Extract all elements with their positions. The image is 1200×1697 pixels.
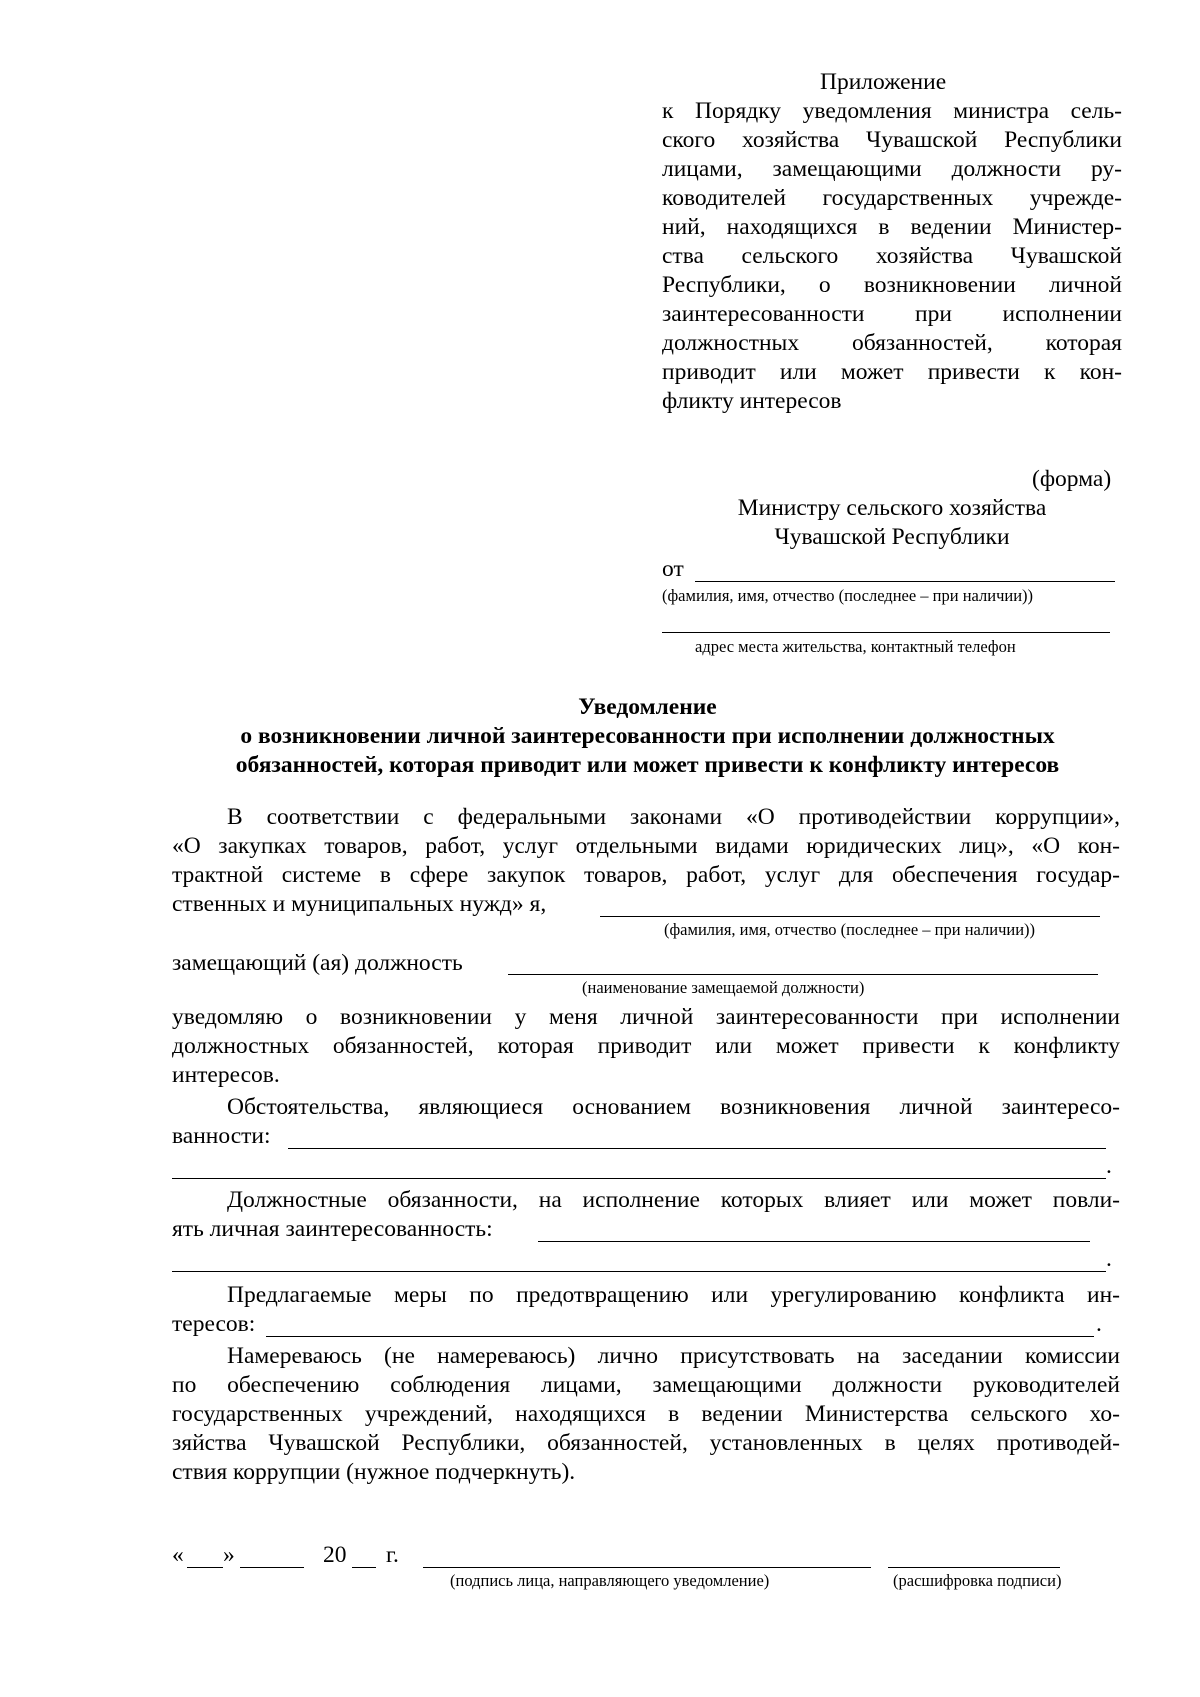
date-month-field[interactable] (240, 1567, 304, 1568)
paragraph-line: уведомляю о возникновении у меня личной заинтересованности при исполнении (172, 1004, 1120, 1030)
circumstances-label: ванности: (172, 1123, 271, 1149)
signature-hint: (подпись лица, направляющего уведомление) (450, 1571, 770, 1590)
appendix-line: лицами, замещающими должности ру- (662, 156, 1122, 182)
sender-name-field[interactable] (695, 581, 1115, 582)
appendix-line: заинтересованности при исполнении (662, 301, 1122, 327)
appendix-line: к Порядку уведомления министра сель- (662, 98, 1122, 124)
period: . (1096, 1311, 1102, 1337)
appendix-line: должностных обязанностей, которая (662, 330, 1122, 356)
sender-address-field[interactable] (662, 632, 1110, 633)
measures-field[interactable] (266, 1336, 1094, 1337)
appendix-line: ства сельского хозяйства Чувашской (662, 243, 1122, 269)
notice-subtitle-line2: обязанностей, которая приводит или может привести к конфликту интересов (235, 752, 1060, 778)
paragraph-line: Намереваюсь (не намереваюсь) лично присутствовать на заседании комиссии (227, 1343, 1120, 1369)
duties-label: ять личная заинтересованность: (172, 1216, 493, 1242)
paragraph-line: зяйства Чувашской Республики, обязанностей, установленных в целях противодей- (172, 1430, 1120, 1456)
date-year-suffix: г. (386, 1542, 399, 1568)
duties-field-line2[interactable] (172, 1271, 1106, 1272)
sender-address-hint: адрес места жительства, контактный телефон (695, 637, 1016, 656)
circumstances-field-line2[interactable] (172, 1178, 1106, 1179)
quote-open: « (172, 1542, 184, 1568)
paragraph-line: В соответствии с федеральными законами «О противодействии коррупции», (227, 804, 1120, 830)
notice-title: Уведомление (578, 694, 717, 720)
quote-close: » (223, 1542, 235, 1568)
sender-name-hint: (фамилия, имя, отчество (последнее – при наличии)) (662, 586, 1034, 605)
paragraph-line: Обстоятельства, являющиеся основанием возникновения личной заинтересо- (227, 1094, 1120, 1120)
notice-subtitle-line1: о возникновении личной заинтересованности при исполнении должностных (240, 723, 1055, 749)
date-year-field[interactable] (352, 1567, 376, 1568)
applicant-name-field[interactable] (600, 916, 1100, 917)
paragraph-line: ствия коррупции (нужное подчеркнуть). (172, 1459, 576, 1485)
measures-label: тересов: (172, 1311, 256, 1337)
period: . (1106, 1246, 1112, 1272)
paragraph-line: Предлагаемые меры по предотвращению или урегулированию конфликта ин- (227, 1282, 1120, 1308)
date-day-field[interactable] (187, 1567, 223, 1568)
appendix-title: Приложение (820, 69, 947, 95)
signature-decode-field[interactable] (888, 1567, 1060, 1568)
signature-decode-hint: (расшифровка подписи) (893, 1571, 1062, 1590)
date-year-prefix: 20 (323, 1542, 347, 1568)
appendix-line: приводит или может привести к кон- (662, 359, 1122, 385)
appendix-line: ководителей государственных учрежде- (662, 185, 1122, 211)
position-hint: (наименование замещаемой должности) (582, 978, 865, 997)
addressee-line2: Чувашской Республики (774, 524, 1010, 550)
paragraph-line: государственных учреждений, находящихся в ведении Министерства сельского хо- (172, 1401, 1120, 1427)
applicant-name-hint: (фамилия, имя, отчество (последнее – при наличии)) (664, 920, 1036, 939)
period: . (1106, 1153, 1112, 1179)
paragraph-line: трактной системе в сфере закупок товаров, работ, услуг для обеспечения государ- (172, 862, 1120, 888)
paragraph-line: интересов. (172, 1062, 280, 1088)
duties-field[interactable] (538, 1241, 1090, 1242)
paragraph-line: ственных и муниципальных нужд» я, (172, 891, 547, 917)
form-label: (форма) (1032, 466, 1112, 492)
signature-field[interactable] (423, 1567, 871, 1568)
paragraph-line: должностных обязанностей, которая приводит или может привести к конфликту (172, 1033, 1120, 1059)
paragraph-line: по обеспечению соблюдения лицами, замещающими должности руководителей (172, 1372, 1120, 1398)
position-label: замещающий (ая) должность (172, 950, 463, 976)
appendix-line: фликту интересов (662, 388, 842, 414)
position-field[interactable] (508, 974, 1098, 975)
appendix-line: ского хозяйства Чувашской Республики (662, 127, 1122, 153)
paragraph-line: Должностные обязанности, на исполнение которых влияет или может повли- (227, 1187, 1120, 1213)
appendix-line: ний, находящихся в ведении Министер- (662, 214, 1122, 240)
appendix-text (662, 97, 1122, 416)
from-label: от (662, 556, 684, 582)
circumstances-field[interactable] (288, 1148, 1106, 1149)
paragraph-line: «О закупках товаров, работ, услуг отдельными видами юридических лиц», «О кон- (172, 833, 1120, 859)
addressee-line1: Министру сельского хозяйства (737, 495, 1047, 521)
appendix-line: Республики, о возникновении личной (662, 272, 1122, 298)
